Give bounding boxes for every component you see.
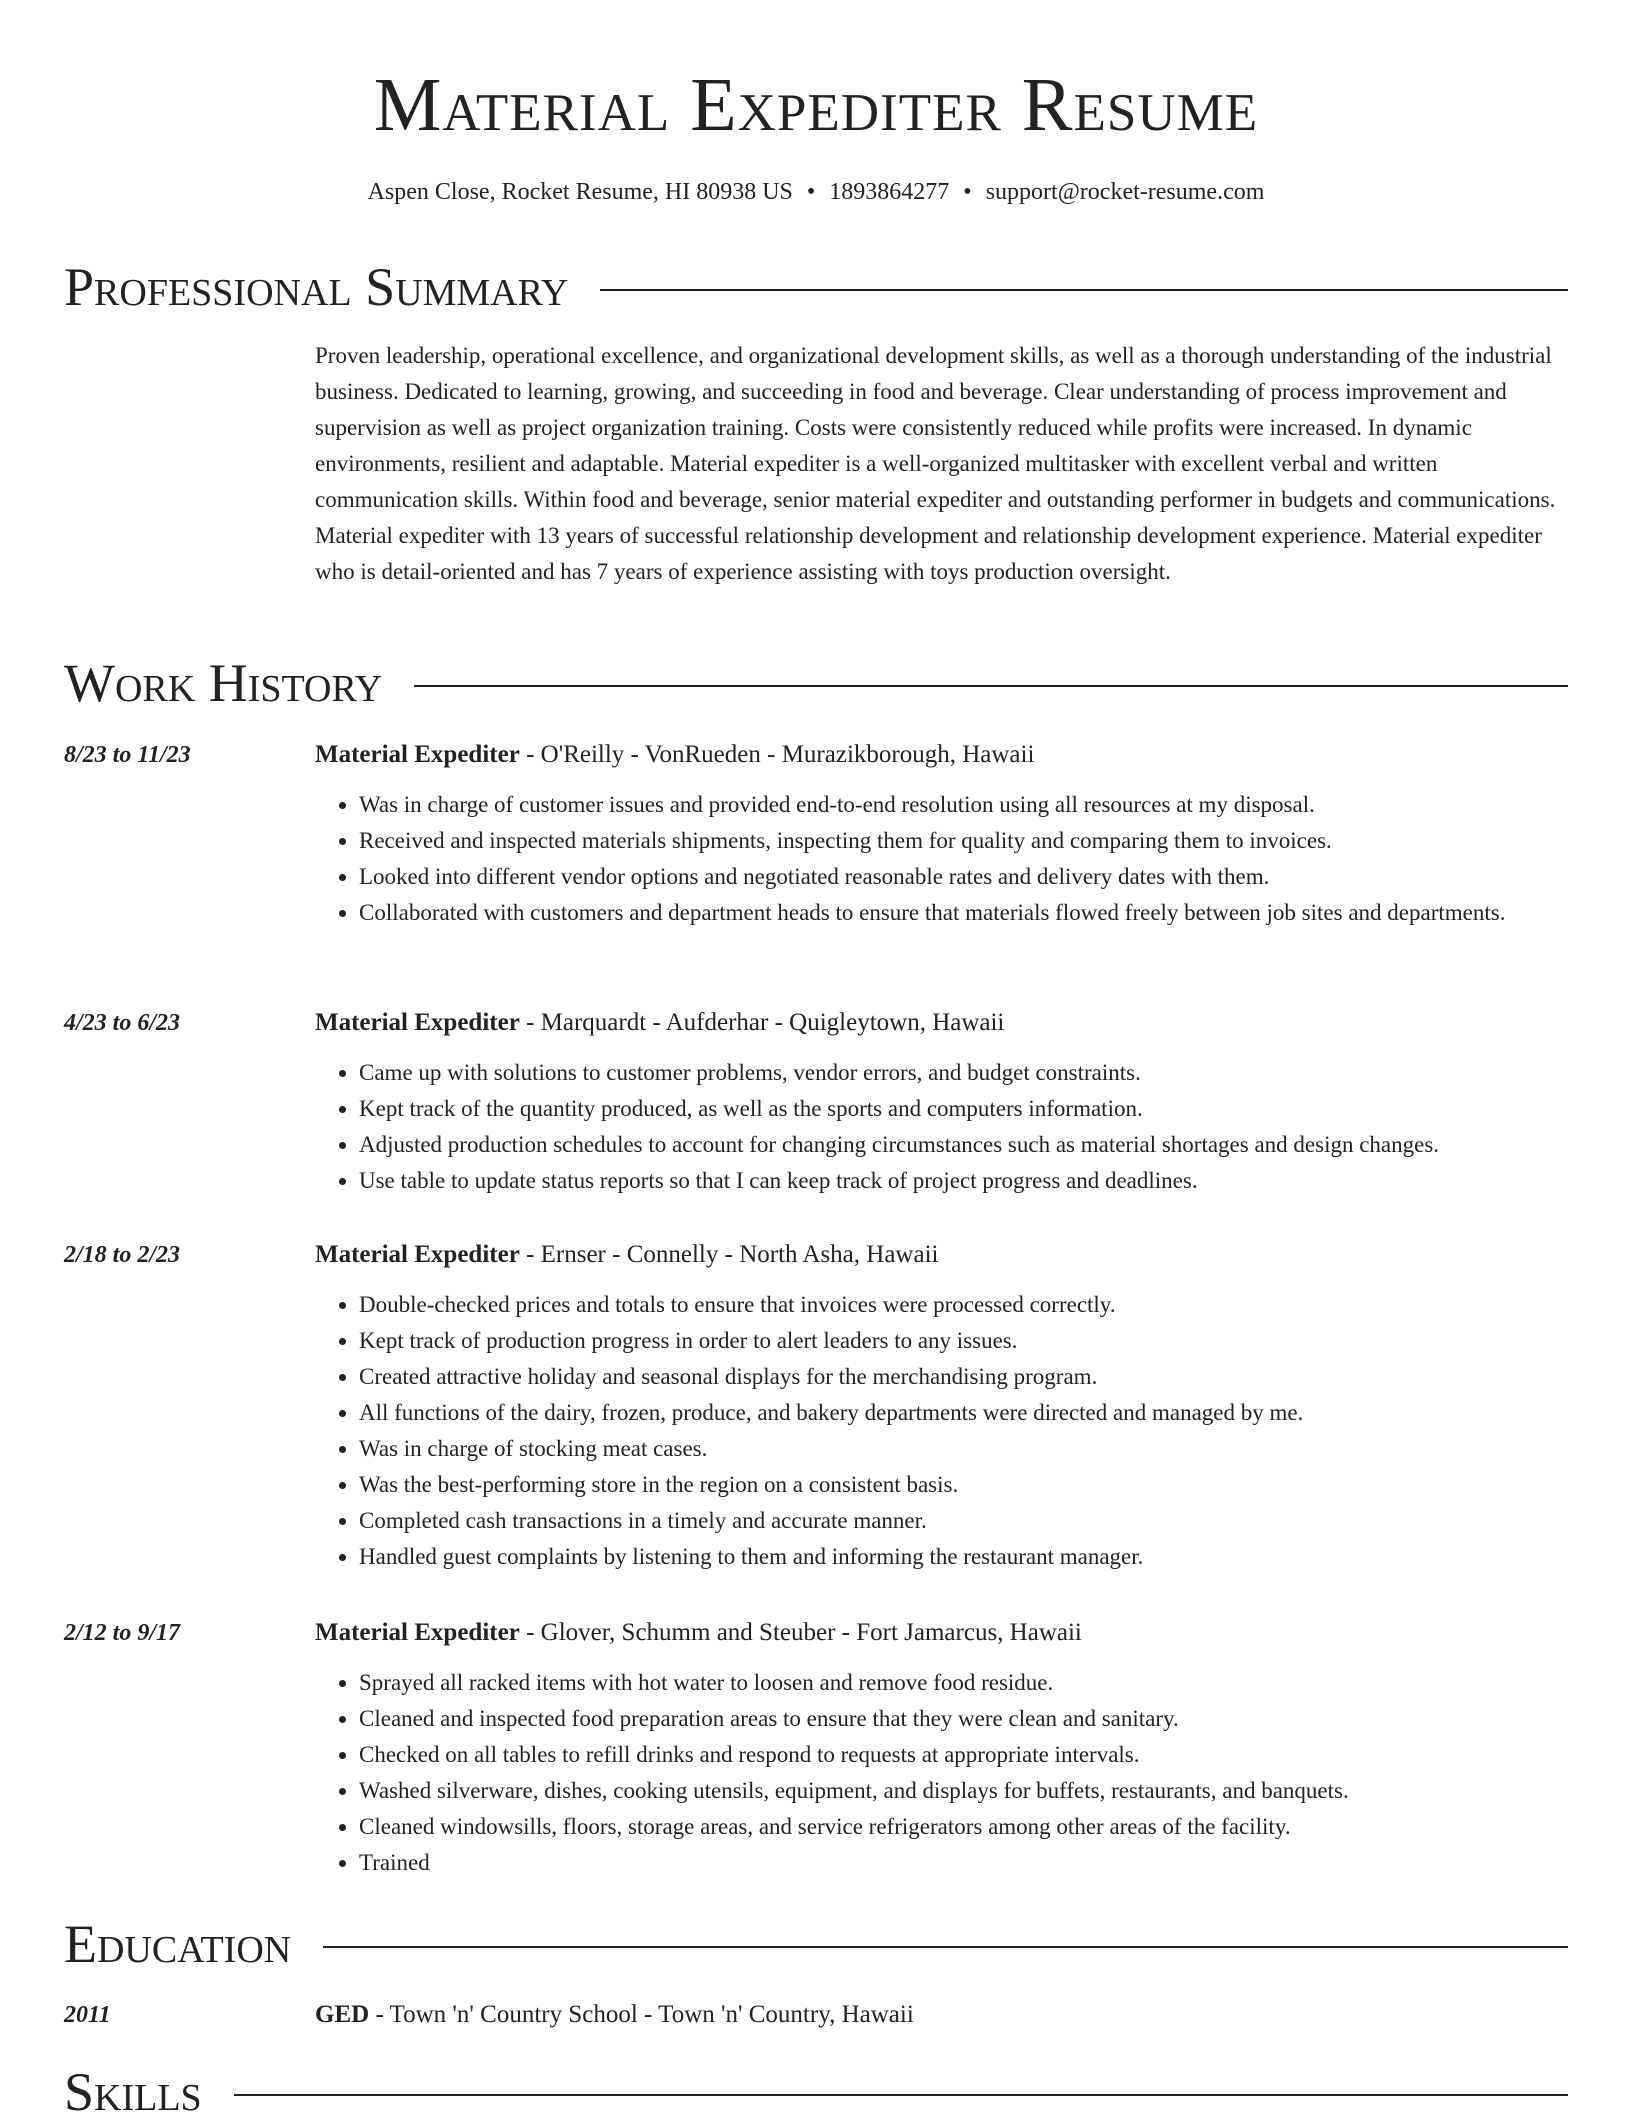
job-headline [315, 1005, 1004, 1041]
job-headline [315, 737, 1034, 773]
job-bullet: • Washed silverware, dishes, cooking utensils, equipment, and displays for buffets, restaurants, and banquets. [359, 1773, 1568, 1809]
job-role: Material Expediter [315, 1009, 520, 1036]
job-details: - Glover, Schumm and Steuber - Fort Jamarcus, Hawaii [519, 1619, 1082, 1646]
job-bullet: • Cleaned and inspected food preparation areas to ensure that they were clean and sanitary. [359, 1701, 1568, 1737]
section-professional-summary [64, 255, 1568, 319]
job-bullet: • Double-checked prices and totals to ensure that invoices were processed correctly. [359, 1287, 1568, 1323]
job-details: - Marquardt - Aufderhar - Quigleytown, Hawaii [519, 1009, 1005, 1036]
section-title: Skills [64, 2062, 202, 2112]
job-bullet: • Looked into different vendor options and negotiated reasonable rates and delivery dates with them. [359, 859, 1568, 895]
job-role: Material Expediter [315, 1241, 520, 1268]
job-bullet: • Use table to update status reports so that I can keep track of project progress and deadlines. [359, 1163, 1568, 1199]
summary-text: Proven leadership, operational excellence, and organizational development skills, as well as a thorough understanding of the industrial business. Dedicated to learning, growing, and succeeding in food and beverage. Clear understanding of process improvement and supervision as well as project organization training. Costs were consistently reduced while profits were increased. In dynamic environments, resilient and adaptable. Material expediter is a well-organized multitasker with excellent verbal and written communication skills. Within food and beverage, senior material expediter and outstanding performer in budgets and communications. Material expediter with 13 years of successful relationship development and relationship development experience. Material expediter who is detail-oriented and has 7 years of experience assisting with toys production oversight. [315, 343, 1556, 584]
section-divider [234, 2094, 1568, 2096]
job-bullet: • Came up with solutions to customer problems, vendor errors, and budget constraints. [359, 1055, 1568, 1091]
job-bullets [315, 787, 1568, 931]
job-details: - Ernser - Connelly - North Asha, Hawaii [519, 1241, 939, 1268]
section-divider [600, 289, 1568, 291]
section-divider [414, 685, 1568, 687]
job-date: 2/18 to 2/23 [64, 1242, 181, 1268]
job-bullets [315, 1055, 1568, 1199]
education-date: 2011 [64, 2002, 111, 2028]
job-bullet: • Checked on all tables to refill drinks and respond to requests at appropriate intervals. [359, 1737, 1568, 1773]
job-bullet: • Collaborated with customers and department heads to ensure that materials flowed freely between job sites and departments. [359, 895, 1568, 931]
job-headline [315, 1237, 938, 1273]
job-bullet: • Kept track of production progress in order to alert leaders to any issues. [359, 1323, 1568, 1359]
job-bullet: • Kept track of the quantity produced, as well as the sports and computers information. [359, 1091, 1568, 1127]
section-work-history [64, 651, 1568, 715]
section-education [64, 1912, 1568, 1976]
job-bullet: • Adjusted production schedules to account for changing circumstances such as material shortages and design changes. [359, 1127, 1568, 1163]
job-role: Material Expediter [315, 1619, 520, 1646]
section-title: Professional Summary [64, 257, 569, 317]
job-bullet: • Was the best-performing store in the region on a consistent basis. [359, 1467, 1568, 1503]
job-bullet: • Trained [359, 1845, 1568, 1881]
job-bullet: • Was in charge of stocking meat cases. [359, 1431, 1568, 1467]
contact-separator: • [963, 179, 972, 205]
job-bullet: • Cleaned windowsills, floors, storage areas, and service refrigerators among other areas of the facility. [359, 1809, 1568, 1845]
resume-title: Material Expediter Resume [373, 63, 1259, 147]
section-title: Education [64, 1914, 292, 1974]
contact-line [0, 176, 1632, 208]
job-bullet: • Handled guest complaints by listening to them and informing the restaurant manager. [359, 1539, 1568, 1575]
contact-phone: 1893864277 [829, 179, 950, 205]
education-headline [315, 1997, 914, 2033]
job-bullet: • Sprayed all racked items with hot water to loosen and remove food residue. [359, 1665, 1568, 1701]
job-date: 4/23 to 6/23 [64, 1010, 181, 1036]
job-bullet: • Completed cash transactions in a timely and accurate manner. [359, 1503, 1568, 1539]
job-bullet: • Created attractive holiday and seasonal displays for the merchandising program. [359, 1359, 1568, 1395]
education-degree: GED [315, 2001, 370, 2028]
job-bullets [315, 1287, 1568, 1575]
job-date: 8/23 to 11/23 [64, 742, 191, 768]
contact-address: Aspen Close, Rocket Resume, HI 80938 US [367, 179, 793, 205]
contact-separator: • [806, 179, 816, 205]
job-headline [315, 1615, 1082, 1651]
job-bullet: • Was in charge of customer issues and provided end-to-end resolution using all resources at my disposal. [359, 787, 1568, 823]
contact-email[interactable]: support@rocket-resume.com [985, 179, 1265, 205]
job-bullet: • All functions of the dairy, frozen, produce, and bakery departments were directed and managed by me. [359, 1395, 1568, 1431]
education-details: - Town 'n' Country School - Town 'n' Country, Hawaii [369, 2001, 914, 2028]
job-role: Material Expediter [315, 741, 520, 768]
job-bullet: • Received and inspected materials shipments, inspecting them for quality and comparing them to invoices. [359, 823, 1568, 859]
job-date: 2/12 to 9/17 [64, 1620, 181, 1646]
section-skills [64, 2060, 1568, 2112]
section-title: Work History [64, 653, 383, 713]
job-details: - O'Reilly - VonRueden - Murazikborough, Hawaii [519, 741, 1035, 768]
section-divider [323, 1946, 1568, 1948]
job-bullets [315, 1665, 1568, 1881]
